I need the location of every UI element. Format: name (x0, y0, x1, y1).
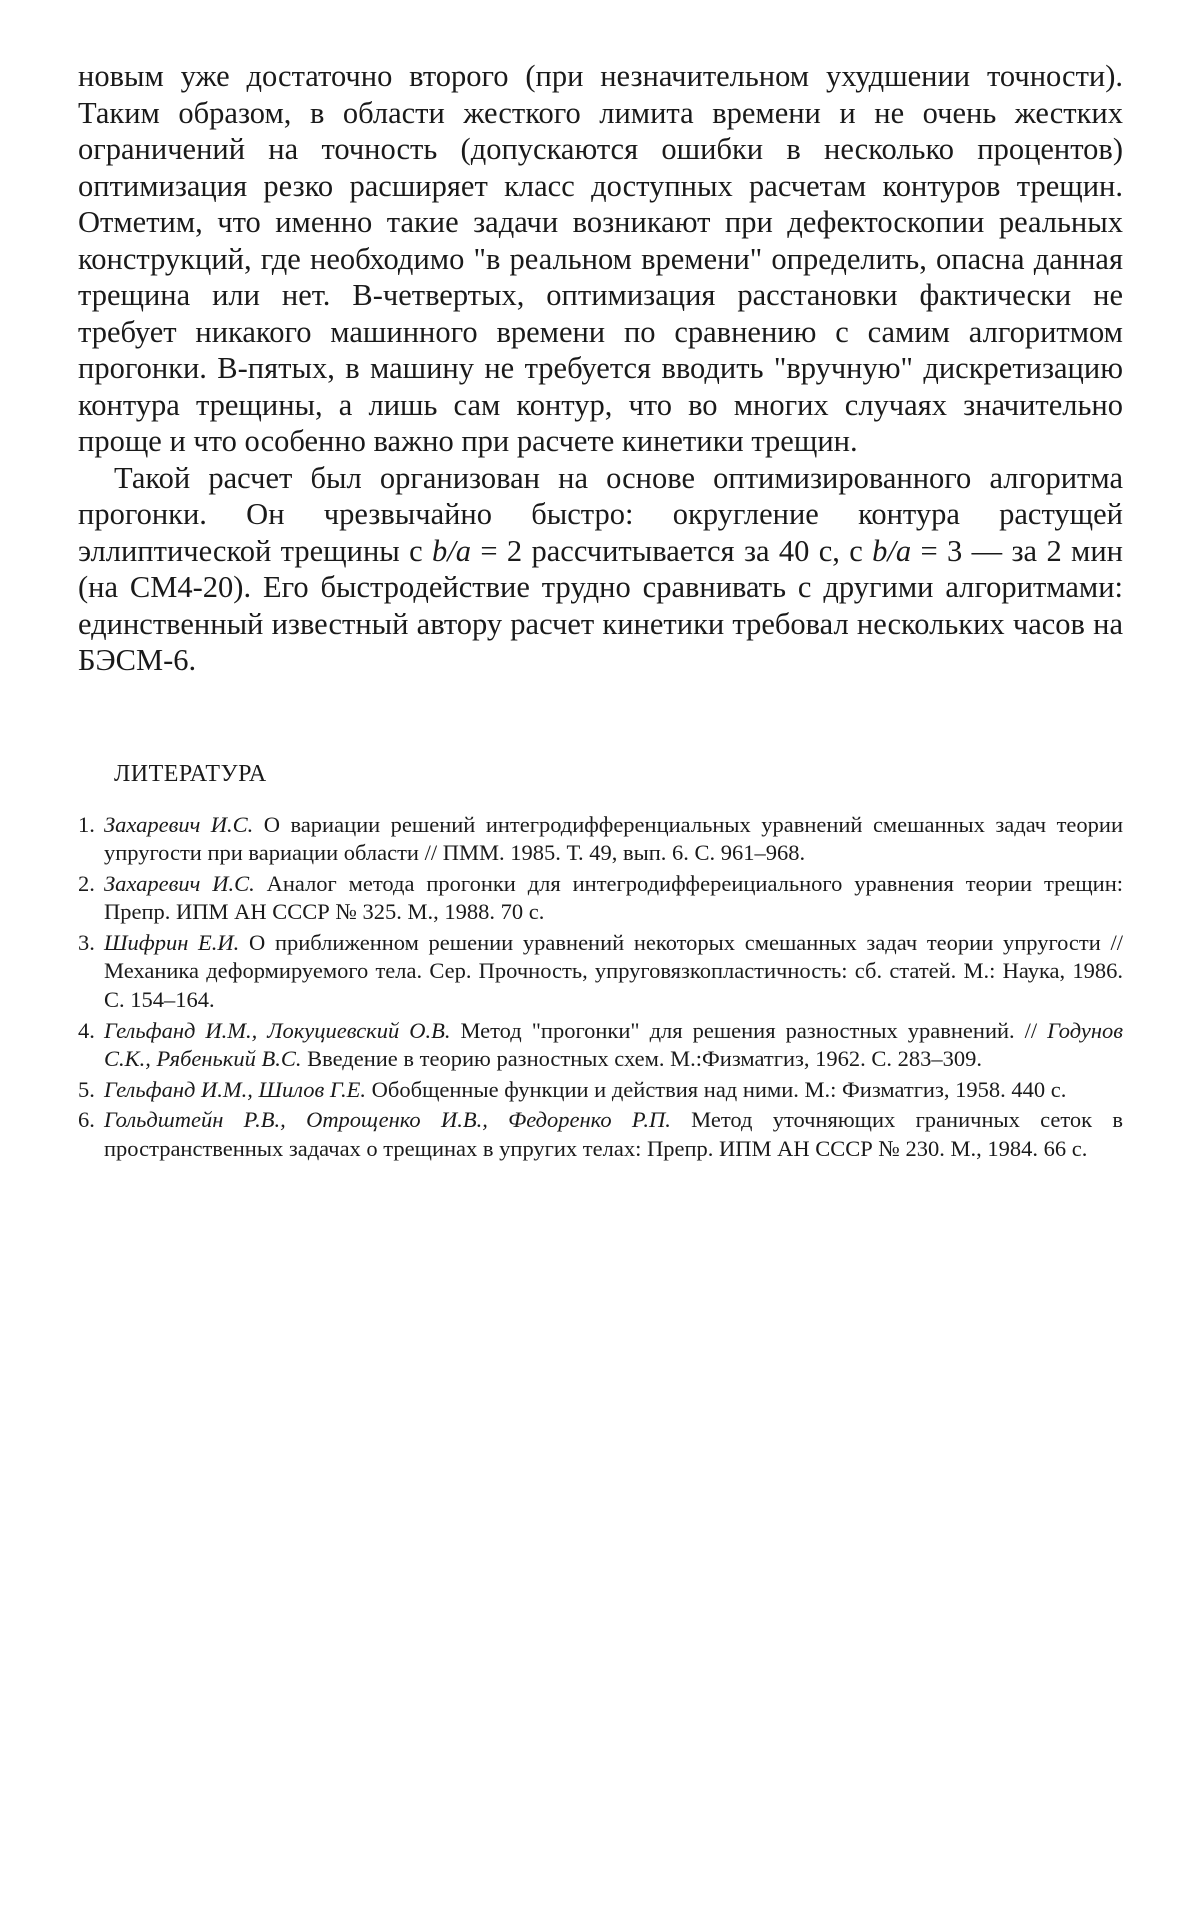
reference-number: 5. (78, 1076, 95, 1102)
body-paragraph-2 (78, 460, 1123, 679)
reference-item (78, 1076, 1123, 1105)
reference-authors: Захаревич И.С. (104, 811, 254, 837)
reference-text-secondary: Введение в теорию разностных схем. М.:Физматгиз, 1962. С. 283–309. (301, 1046, 983, 1072)
reference-text: О приближенном решении уравнений некоторых смешанных задач теории упругости // Механика деформируемого тела. Сер. Прочность, упруговязкопластичность: сб. статей. М.: Наука, 1986. С. 154–164. (104, 929, 1123, 1013)
paragraph-2-text-part-2: = 2 рассчитывается за 40 с, с (471, 533, 873, 568)
reference-number: 6. (78, 1107, 95, 1133)
reference-number: 4. (78, 1017, 95, 1043)
ratio-variable: b/a (872, 533, 912, 568)
paragraph-2-text-part-1: Такой расчет был организован на основе оптимизированного алгоритма прогонки. Он чрезвычайно быстро: округление контура растущей эллиптической трещины с (78, 460, 1123, 568)
ratio-variable: b/a (432, 533, 471, 568)
reference-text: Метод "прогонки" для решения разностных уравнений. // (450, 1017, 1048, 1043)
reference-authors: Шифрин Е.И. (104, 929, 240, 955)
reference-authors: Гольдштейн Р.В., Отрощенко И.В., Федоренко Р.П. (104, 1107, 671, 1133)
reference-text: Метод уточняющих граничных сеток в пространственных задачах о трещинах в упругих телах: Препр. ИПМ АН СССР № 230. М., 1984. 66 с. (104, 1107, 1124, 1162)
reference-authors: Гельфанд И.М., Локуциевский О.В. (104, 1017, 451, 1043)
reference-authors: Гельфанд И.М., Шилов Г.Е. (104, 1076, 367, 1102)
reference-number: 3. (78, 929, 95, 955)
body-paragraph-1: новым уже достаточно второго (при незначительном ухудшении точности). Таким образом, в области жесткого лимита времени и не очень жестких ограничений на точность (допускаются ошибки в несколько процентов) оптимизация резко расширяет класс доступных расчетам контуров трещин. Отметим, что именно такие задачи возникают при дефектоскопии реальных конструкций, где необходимо "в реальном времени" определить, опасна данная трещина или нет. В-четвертых, оптимизация расстановки фактически не требует никакого машинного времени по сравнению с самим алгоритмом прогонки. В-пятых, в машину не требуется вводить "вручную" дискретизацию контура трещины, а лишь сам контур, что во многих случаях значительно проще и что особенно важно при расчете кинетики трещин. (78, 59, 1123, 458)
reference-text: О вариации решений интегродифференциальных уравнений смешанных задач теории упругости при вариации области // ПММ. 1985. Т. 49, вып. 6. С. 961–968. (104, 811, 1123, 866)
reference-item (78, 870, 1123, 927)
reference-text: Аналог метода прогонки для интегродиффереициального уравнения теории трещин: Препр. ИПМ АН СССР № 325. М., 1988. 70 с. (104, 870, 1123, 925)
references-list (78, 811, 1123, 1164)
paragraph-2-text-part-3: = 3 — за 2 мин (на СМ4-20). Его быстродействие трудно сравнивать с другими алгоритмами: единственный известный автору расчет кинетики требовал нескольких часов на БЭСМ-6. (78, 533, 1124, 677)
reference-item (78, 811, 1123, 868)
reference-authors: Захаревич И.С. (104, 870, 255, 896)
reference-number: 2. (78, 870, 95, 896)
reference-item (78, 929, 1123, 1015)
reference-authors-secondary: Годунов С.К., Рябенький В.С. (104, 1017, 1123, 1072)
reference-text: Обобщенные функции и действия над ними. М.: Физматгиз, 1958. 440 с. (366, 1076, 1067, 1102)
references-heading: ЛИТЕРАТУРА (114, 760, 267, 787)
reference-number: 1. (78, 811, 95, 837)
reference-item (78, 1017, 1123, 1074)
reference-item (78, 1106, 1123, 1163)
document-page (78, 58, 1123, 1166)
